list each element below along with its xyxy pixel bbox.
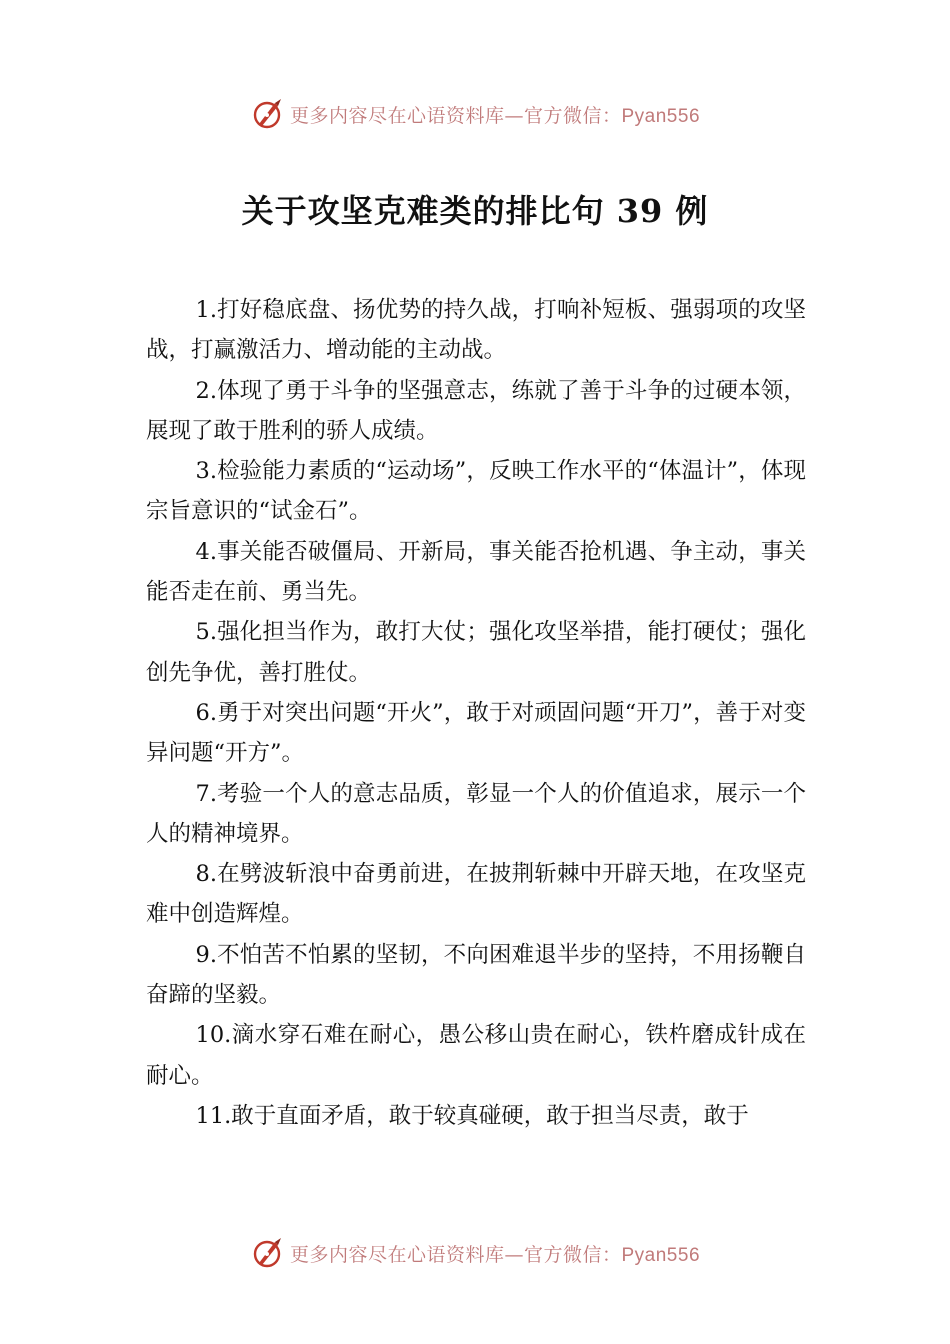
paragraph-6: 6.勇于对突出问题“开火”，敢于对顽固问题“开刀”，善于对变异问题“开方”。 xyxy=(146,699,806,767)
header-banner-text xyxy=(290,101,700,128)
footer-wechat-id: Pyan556 xyxy=(621,1244,701,1266)
paragraph-7: 7.考验一个人的意志品质，彰显一个人的价值追求，展示一个人的精神境界。 xyxy=(146,780,806,847)
header-banner-label: 更多内容尽在心语资料库—官方微信： xyxy=(289,104,622,127)
paragraph-11: 11.敢于直面矛盾，敢于较真碰硬，敢于担当尽责，敢于 xyxy=(195,1102,749,1129)
paragraph-2: 2.体现了勇于斗争的坚强意志，练就了善于斗争的过硬本领，展现了敢于胜利的骄人成绩。 xyxy=(146,377,806,444)
pen-nib-circle-icon xyxy=(250,97,284,131)
header-wechat-id: Pyan556 xyxy=(621,105,701,127)
paragraph-1: 1.打好稳底盘、扬优势的持久战，打响补短板、强弱项的攻坚战，打赢激活力、增动能的主动战。 xyxy=(146,297,806,364)
paragraph-5: 5.强化担当作为，敢打大仗；强化攻坚举措，能打硬仗；强化创先争优，善打胜仗。 xyxy=(146,619,806,686)
paragraph-10: 10.滴水穿石难在耐心，愚公移山贵在耐心，铁杵磨成针成在耐心。 xyxy=(146,1022,806,1089)
document-title: 关于攻坚克难类的排比句 39 例 xyxy=(241,192,709,230)
footer-banner-text xyxy=(290,1240,700,1267)
paragraph-4: 4.事关能否破僵局、开新局，事关能否抢机遇、争主动，事关能否走在前、勇当先。 xyxy=(146,538,806,606)
paragraph-3: 3.检验能力素质的“运动场”，反映工作水平的“体温计”，体现宗旨意识的“试金石”。 xyxy=(146,458,806,525)
header-banner xyxy=(0,94,950,134)
footer-banner xyxy=(0,1233,950,1273)
document-body xyxy=(146,290,806,1136)
footer-banner-label: 更多内容尽在心语资料库—官方微信： xyxy=(289,1243,622,1266)
paragraph-8: 8.在劈波斩浪中奋勇前进，在披荆斩棘中开辟天地，在攻坚克难中创造辉煌。 xyxy=(146,861,806,928)
paragraph-9: 9.不怕苦不怕累的坚韧，不向困难退半步的坚持，不用扬鞭自奋蹄的坚毅。 xyxy=(146,941,806,1009)
pen-nib-circle-icon xyxy=(250,1236,284,1270)
